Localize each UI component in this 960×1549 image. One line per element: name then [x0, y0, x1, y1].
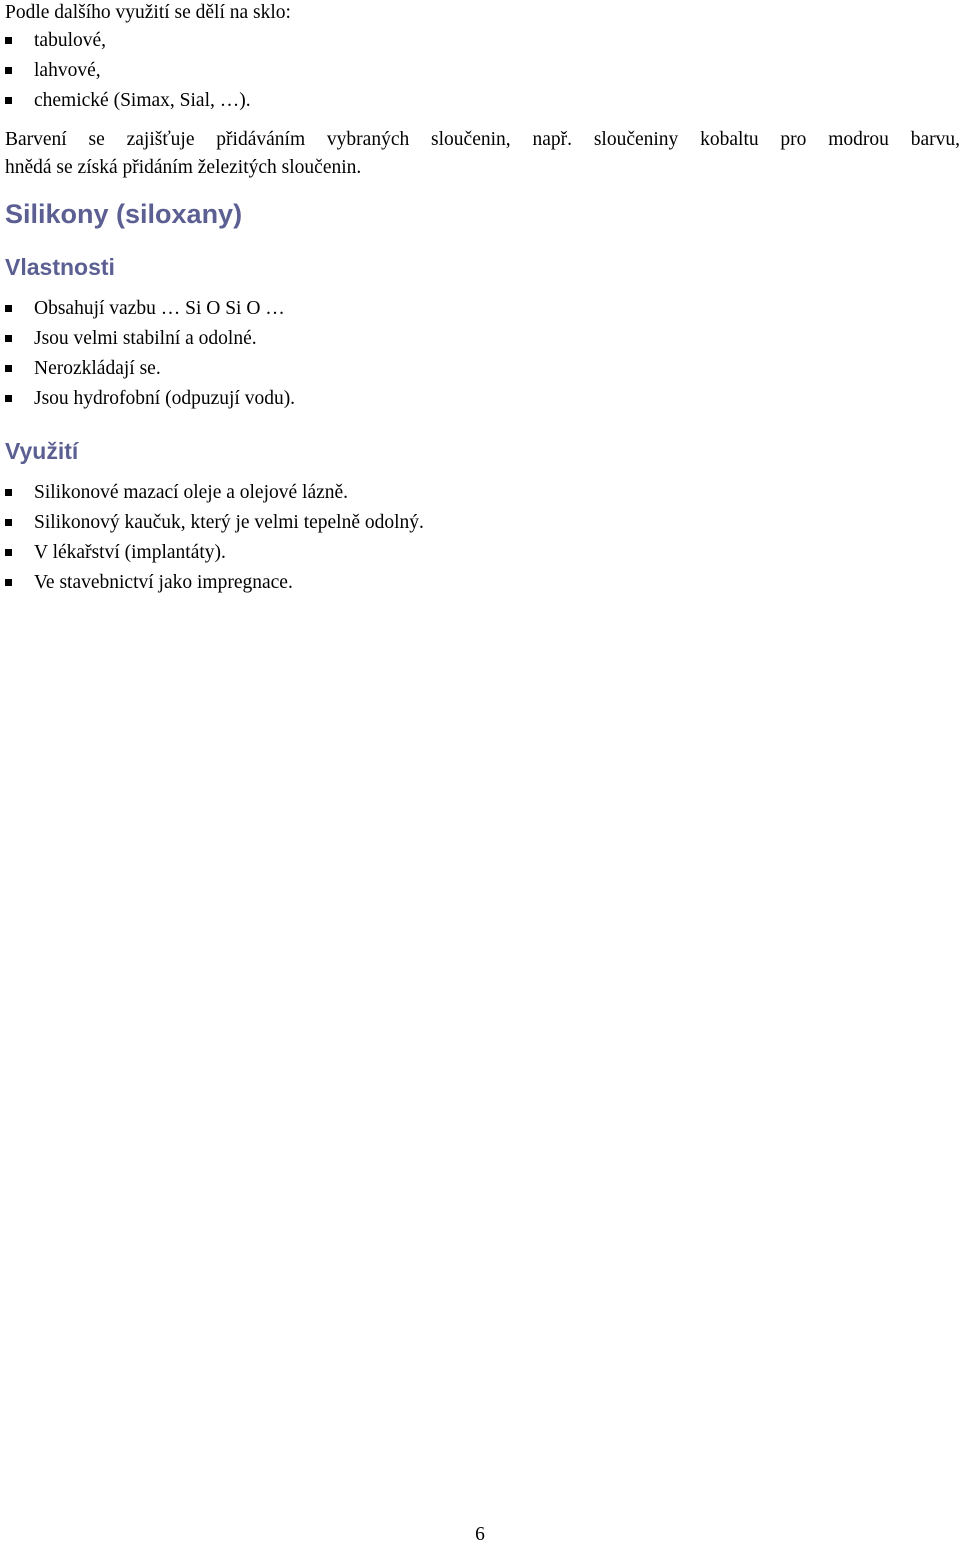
square-bullet-icon: [5, 489, 12, 496]
list-item: chemické (Simax, Sial, …).: [5, 86, 960, 116]
list-item: Nerozkládají se.: [5, 354, 960, 384]
square-bullet-icon: [5, 365, 12, 372]
square-bullet-icon: [5, 335, 12, 342]
coloring-line-2: hnědá se získá přidáním železitých sloučenin.: [5, 157, 362, 178]
square-bullet-icon: [5, 395, 12, 402]
coloring-paragraph: [5, 126, 960, 182]
section-title: Silikony (siloxany): [5, 199, 243, 229]
square-bullet-icon: [5, 519, 12, 526]
list-item: Jsou velmi stabilní a odolné.: [5, 324, 960, 354]
list-item: lahvové,: [5, 56, 960, 86]
list-item: tabulové,: [5, 26, 960, 56]
square-bullet-icon: [5, 67, 12, 74]
square-bullet-icon: [5, 579, 12, 586]
list-item: Jsou hydrofobní (odpuzují vodu).: [5, 384, 960, 414]
list-item: Silikonový kaučuk, který je velmi tepelně odolný.: [5, 508, 960, 538]
square-bullet-icon: [5, 549, 12, 556]
list-item: Ve stavebnictví jako impregnace.: [5, 568, 960, 598]
square-bullet-icon: [5, 97, 12, 104]
glass-types-list: [5, 26, 960, 116]
list-item: V lékařství (implantáty).: [5, 538, 960, 568]
list-item: Silikonové mazací oleje a olejové lázně.: [5, 478, 960, 508]
square-bullet-icon: [5, 37, 12, 44]
list-item: Obsahují vazbu … Si O Si O …: [5, 294, 960, 324]
properties-heading: Vlastnosti: [5, 254, 115, 280]
properties-list: [5, 294, 960, 414]
page-number: 6: [475, 1524, 485, 1545]
coloring-line-1: Barvení se zajišťuje přidáváním vybraných sloučenin, např. sloučeniny kobaltu pro modrou barvu,: [5, 129, 960, 150]
document-page: [5, 0, 960, 598]
square-bullet-icon: [5, 305, 12, 312]
usage-heading: Využití: [5, 438, 79, 464]
usage-list: [5, 478, 960, 598]
intro-text: Podle dalšího využití se dělí na sklo:: [5, 2, 291, 23]
